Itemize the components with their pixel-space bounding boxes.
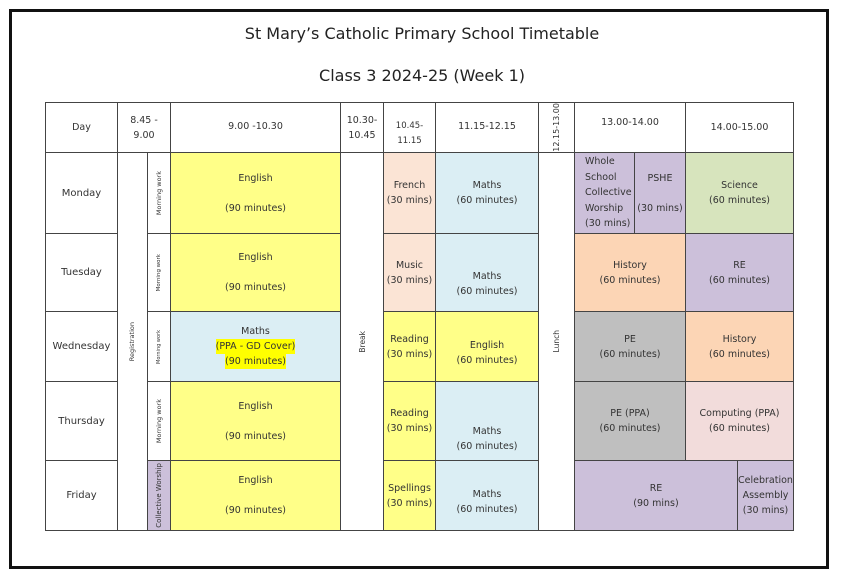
lesson-duration: (60 minutes) (709, 195, 770, 206)
lesson-thu-maths (435, 381, 539, 461)
lesson-subject: English (469, 339, 505, 351)
lesson-subject: English (238, 475, 273, 486)
lesson-subject: English (238, 172, 273, 184)
lesson-subject: History (722, 333, 757, 345)
header-period-2 (383, 102, 436, 153)
day-tuesday (45, 233, 118, 312)
lesson-subject: Whole (585, 156, 615, 168)
lesson-duration: (90 minutes) (225, 282, 286, 293)
lesson-subject: Worship (585, 202, 624, 214)
lesson-wed-maths (170, 311, 341, 382)
lesson-fri-maths (435, 460, 539, 531)
lesson-mon-english (170, 152, 341, 234)
lesson-duration: (90 mins) (633, 497, 679, 509)
lesson-wed-reading (383, 311, 436, 382)
break-block (340, 152, 384, 531)
morning-work-label: Morning work (154, 170, 163, 216)
lesson-subject: Reading (390, 333, 429, 345)
lesson-subject: Music (395, 259, 424, 271)
morning-work-monday (147, 152, 171, 234)
lesson-tue-re (685, 233, 794, 312)
lesson-subject: English (238, 252, 273, 263)
lesson-duration: (60 minutes) (456, 503, 518, 515)
lesson-subject: Maths (472, 488, 502, 500)
break-label: Break (357, 330, 367, 353)
lesson-duration: (60 minutes) (456, 441, 518, 452)
header-period-4-label: 13.00-14.00 (601, 117, 659, 128)
lunch-block (538, 152, 575, 531)
lesson-subject: History (613, 259, 647, 271)
morning-work-label: Morning work (154, 398, 163, 444)
header-registration-time (117, 102, 171, 153)
morning-work-label: Morning work (155, 253, 162, 292)
day-label: Thursday (58, 415, 105, 427)
lesson-wed-english (435, 311, 539, 382)
day-thursday (45, 381, 118, 461)
day-label: Tuesday (61, 267, 102, 278)
day-wednesday (45, 311, 118, 382)
header-period-4 (574, 102, 686, 153)
lesson-duration: (30 mins) (386, 348, 433, 360)
lesson-duration: (60 minutes) (599, 348, 661, 360)
lesson-thu-computing (685, 381, 794, 461)
lesson-cover-note: (PPA - GD Cover) (215, 341, 296, 352)
lesson-duration: (30 mins) (386, 423, 433, 434)
lesson-duration: (30 mins) (386, 195, 433, 206)
lesson-fri-english (170, 460, 341, 531)
page-title: St Mary’s Catholic Primary School Timetable (244, 24, 600, 43)
header-day (45, 102, 118, 153)
collective-worship-friday (147, 460, 171, 531)
header-period-3-label: 11.15-12.15 (458, 121, 516, 132)
lesson-duration: (60 minutes) (456, 354, 518, 366)
lesson-fri-spellings (383, 460, 436, 531)
lesson-subject: RE (649, 482, 663, 494)
lesson-duration: (30 mins) (386, 497, 433, 509)
lesson-mon-pshe (634, 152, 686, 234)
lesson-duration: (60 minutes) (599, 423, 661, 434)
lesson-thu-english (170, 381, 341, 461)
lesson-mon-maths (435, 152, 539, 234)
lesson-duration: (60 minutes) (709, 423, 770, 434)
lesson-subject: Maths (472, 426, 502, 437)
lesson-duration: (90 minutes) (225, 505, 286, 516)
header-period-1 (170, 102, 341, 153)
lesson-fri-re (574, 460, 738, 531)
lesson-tue-history (574, 233, 686, 312)
lesson-duration: (90 minutes) (225, 356, 286, 367)
header-lunch-label: 12.15-13.00 (552, 103, 561, 152)
lesson-subject: Assembly (742, 490, 789, 501)
lesson-duration: (60 minutes) (599, 274, 661, 286)
header-period-1-label: 9.00 -10.30 (228, 121, 283, 132)
header-lunch-time (538, 102, 575, 153)
lesson-duration: (30 mins) (637, 202, 683, 214)
lesson-subject: Collective (585, 187, 632, 199)
lesson-thu-reading (383, 381, 436, 461)
header-period-2-label: 10.45-11.15 (395, 121, 424, 146)
registration-label: Registration (128, 321, 136, 362)
lesson-duration: (30 mins) (386, 274, 433, 286)
collective-worship-label: Collective Worship (154, 463, 163, 528)
lesson-duration: (60 minutes) (456, 195, 518, 206)
lesson-subject: Celebration (738, 475, 793, 486)
lesson-wed-pe (574, 311, 686, 382)
lesson-mon-french (383, 152, 436, 234)
lesson-subject: Computing (PPA) (699, 408, 780, 419)
lesson-subject: Maths (472, 180, 502, 191)
lesson-subject: Maths (472, 270, 502, 282)
lesson-duration: (30 mins) (742, 505, 789, 516)
lesson-fri-assembly (737, 460, 794, 531)
lesson-duration: (60 minutes) (709, 348, 770, 360)
lesson-thu-pe (574, 381, 686, 461)
day-label: Friday (66, 490, 97, 501)
morning-work-wednesday (147, 311, 171, 382)
lesson-duration: (60 minutes) (456, 285, 518, 297)
lesson-subject: PE (PPA) (610, 408, 650, 419)
header-period-5 (685, 102, 794, 153)
lesson-tue-english (170, 233, 341, 312)
lesson-subject: French (393, 180, 426, 191)
header-break-label: 10.30-10.45 (346, 114, 378, 141)
lesson-subject: Maths (241, 326, 270, 337)
lesson-tue-maths (435, 233, 539, 312)
lesson-subject: RE (733, 259, 746, 271)
morning-work-label: Morning work (155, 329, 162, 364)
lesson-subject: School (585, 171, 617, 183)
day-monday (45, 152, 118, 234)
lesson-tue-music (383, 233, 436, 312)
header-registration-label: 8.45 - 9.00 (130, 114, 158, 141)
lesson-subject: Reading (390, 408, 429, 419)
lesson-mon-science (685, 152, 794, 234)
header-break-time (340, 102, 384, 153)
lesson-duration: (60 minutes) (709, 274, 770, 286)
lesson-duration: (30 mins) (585, 218, 631, 230)
lesson-duration: (90 minutes) (225, 430, 286, 442)
lesson-subject: English (238, 400, 273, 412)
lunch-label: Lunch (552, 330, 561, 353)
morning-work-thursday (147, 381, 171, 461)
day-friday (45, 460, 118, 531)
registration-block (117, 152, 148, 531)
lesson-wed-history (685, 311, 794, 382)
header-period-5-label: 14.00-15.00 (710, 122, 769, 133)
lesson-subject: Spellings (388, 482, 431, 494)
header-period-3 (435, 102, 539, 153)
day-label: Wednesday (52, 341, 111, 352)
lesson-subject: PSHE (647, 172, 673, 184)
morning-work-tuesday (147, 233, 171, 312)
lesson-duration: (90 minutes) (225, 202, 286, 214)
lesson-subject: Science (721, 180, 758, 191)
day-label: Monday (61, 187, 102, 199)
header-day-label: Day (72, 122, 91, 133)
lesson-subject: PE (624, 333, 636, 345)
page-subtitle: Class 3 2024-25 (Week 1) (319, 66, 525, 85)
lesson-mon-worship (574, 152, 635, 234)
